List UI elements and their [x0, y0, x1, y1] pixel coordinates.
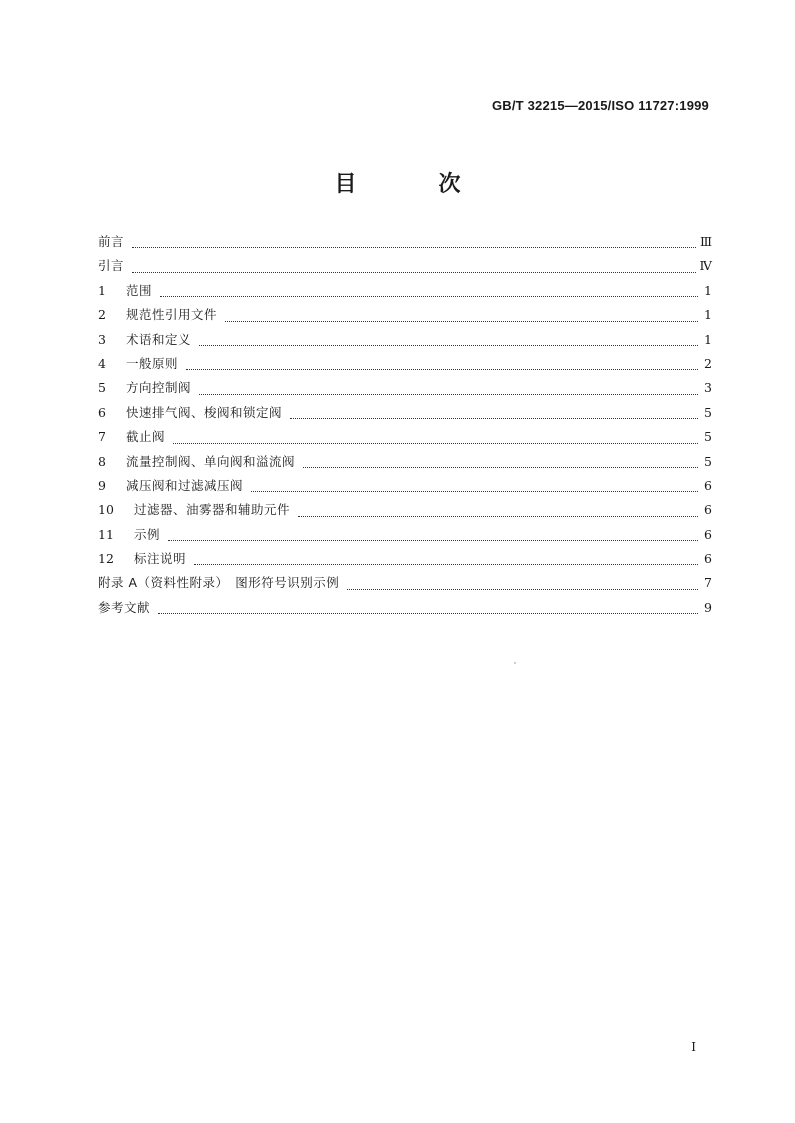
toc-entry-number: 4 [98, 355, 106, 371]
toc-entry-page: 2 [704, 355, 712, 371]
toc-dot-leader [132, 272, 695, 273]
toc-entry-number: 6 [98, 404, 106, 420]
toc-entry-page: 3 [704, 380, 712, 396]
toc-entry-label: 规范性引用文件 [126, 307, 218, 323]
toc-entry[interactable] [98, 571, 712, 595]
toc-entry-page: 5 [704, 404, 712, 420]
standard-code: GB/T 32215—2015/ISO 11727:1999 [491, 98, 709, 113]
toc-entry-number: 8 [98, 453, 106, 469]
toc-dot-leader [199, 394, 698, 395]
toc-entry-label: 附录 A（资料性附录） 图形符号识别示例 [98, 575, 340, 591]
toc-entry-number: 12 [98, 551, 114, 567]
toc-entry-page: 1 [704, 331, 712, 347]
toc-entry-number: 7 [98, 429, 106, 445]
toc-entry-label: 范围 [126, 282, 153, 298]
toc-entry-number: 9 [98, 477, 106, 493]
toc-entry[interactable] [98, 547, 712, 571]
toc-entry-label: 一般原则 [126, 355, 179, 371]
toc-entry[interactable] [98, 425, 712, 449]
toc-entry-label: 快速排气阀、梭阀和锁定阀 [126, 404, 283, 420]
toc-entry[interactable] [98, 450, 712, 474]
toc-entry-page: 5 [704, 453, 712, 469]
toc-entry[interactable] [98, 474, 712, 498]
page-title: 目 次 [334, 172, 491, 197]
toc-entry-page: Ⅲ [699, 234, 712, 249]
toc-dot-leader [303, 467, 698, 468]
toc-dot-leader [225, 321, 698, 322]
toc-entry-label: 截止阀 [126, 429, 166, 445]
toc-dot-leader [298, 516, 698, 517]
toc-entry-page: 6 [704, 551, 712, 567]
toc-entry-label: 示例 [134, 526, 161, 542]
toc-entry-label: 标注说明 [134, 551, 187, 567]
toc-entry-label: 术语和定义 [126, 331, 192, 347]
toc-dot-leader [173, 443, 698, 444]
toc-dot-leader [186, 369, 698, 370]
toc-dot-leader [194, 564, 698, 565]
toc-entry-page: 6 [704, 502, 712, 518]
toc-dot-leader [290, 418, 698, 419]
toc-entry[interactable] [98, 254, 712, 278]
toc-entry[interactable] [98, 303, 712, 327]
toc-entry-page: 6 [704, 526, 712, 542]
toc-entry[interactable] [98, 498, 712, 522]
toc-dot-leader [158, 613, 698, 614]
toc-entry-number: 1 [98, 282, 106, 298]
toc-entry-label: 过滤器、油雾器和辅助元件 [134, 502, 291, 518]
toc-entry-number: 10 [98, 502, 114, 518]
toc-entry[interactable] [98, 376, 712, 400]
toc-entry[interactable] [98, 401, 712, 425]
toc-dot-leader [347, 589, 698, 590]
toc-entry[interactable] [98, 328, 712, 352]
toc-entry[interactable] [98, 596, 712, 620]
scan-speck [514, 662, 516, 664]
toc-entry-label: 流量控制阀、单向阀和溢流阀 [126, 453, 296, 469]
toc-entry-number: 5 [98, 380, 106, 396]
toc-dot-leader [160, 296, 698, 297]
toc-entry-number: 11 [98, 526, 114, 542]
table-of-contents [98, 230, 712, 620]
toc-dot-leader [168, 540, 698, 541]
toc-entry-label: 引言 [98, 258, 125, 274]
toc-dot-leader [199, 345, 698, 346]
toc-dot-leader [132, 247, 696, 248]
toc-entry-page: 1 [704, 307, 712, 323]
toc-entry-page: 9 [704, 599, 712, 615]
toc-entry[interactable] [98, 523, 712, 547]
toc-dot-leader [251, 491, 698, 492]
toc-entry-number: 2 [98, 307, 106, 323]
toc-entry-label: 参考文献 [98, 599, 151, 615]
toc-entry-page: 5 [704, 429, 712, 445]
toc-entry[interactable] [98, 279, 712, 303]
page-number: I [691, 1040, 696, 1054]
toc-entry-number: 3 [98, 331, 106, 347]
toc-entry-page: 7 [704, 575, 712, 591]
toc-entry-page: Ⅳ [699, 258, 712, 274]
toc-entry-label: 方向控制阀 [126, 380, 192, 396]
toc-entry[interactable] [98, 230, 712, 254]
toc-entry-label: 前言 [98, 234, 125, 249]
toc-entry-label: 减压阀和过滤减压阀 [126, 477, 244, 493]
toc-entry[interactable] [98, 352, 712, 376]
toc-entry-page: 1 [704, 282, 712, 298]
toc-entry-page: 6 [704, 477, 712, 493]
